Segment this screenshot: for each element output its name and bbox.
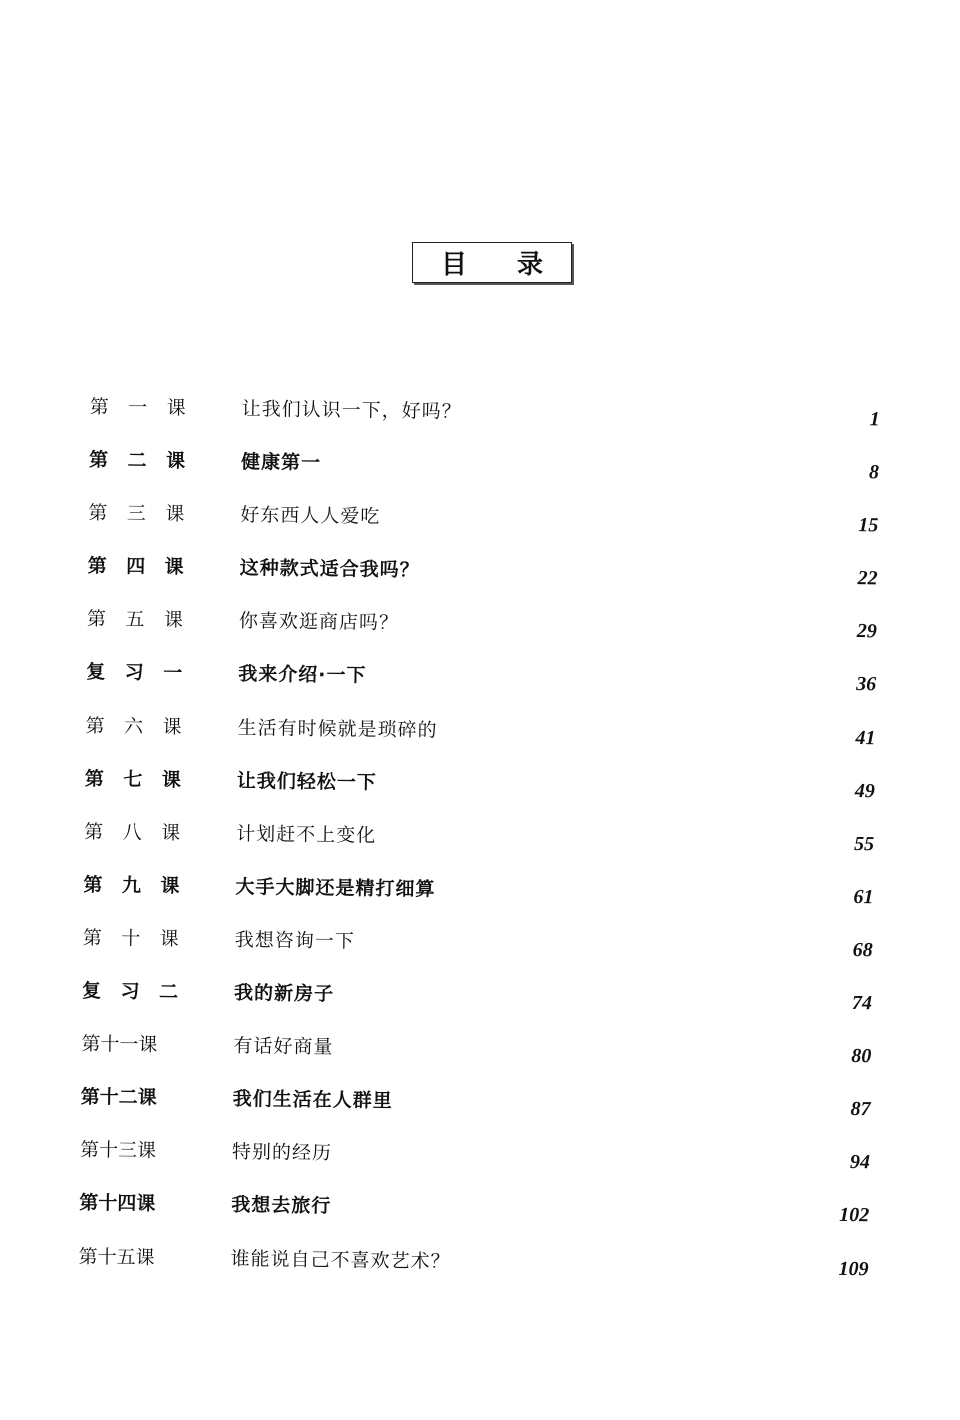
lesson-number-part: 第十三课 bbox=[79, 1139, 157, 1163]
lesson-number-part: 七 bbox=[123, 768, 143, 791]
page-number: 41 bbox=[855, 726, 876, 749]
lesson-number-part: 课 bbox=[161, 768, 182, 791]
lesson-number bbox=[88, 551, 184, 579]
page-number: 29 bbox=[856, 620, 878, 643]
lesson-number-part: 一 bbox=[163, 662, 183, 685]
lesson-number bbox=[81, 1082, 177, 1110]
lesson-number-part: 第 bbox=[87, 555, 107, 578]
lesson-title[interactable]: 大手大脚还是精打细算 bbox=[235, 875, 436, 901]
lesson-title[interactable]: 生活有时候就是琐碎的 bbox=[237, 716, 438, 742]
lesson-number-part: 课 bbox=[165, 503, 185, 526]
lesson-number-part: 课 bbox=[160, 874, 180, 898]
lesson-number-part: 第 bbox=[86, 608, 107, 631]
page-number: 80 bbox=[851, 1045, 872, 1068]
lesson-title[interactable]: 让我们轻松一下 bbox=[236, 769, 378, 794]
lesson-number-part: 课 bbox=[159, 927, 179, 951]
lesson-title[interactable]: 有话好商量 bbox=[233, 1035, 334, 1059]
lesson-number bbox=[82, 976, 178, 1004]
lesson-title[interactable]: 我们生活在人群里 bbox=[232, 1088, 393, 1113]
page-number: 94 bbox=[849, 1151, 871, 1174]
lesson-title[interactable]: 我想咨询一下 bbox=[234, 928, 355, 953]
lesson-title[interactable]: 我想去旅行 bbox=[231, 1194, 332, 1218]
lesson-number-part: 课 bbox=[163, 609, 184, 632]
lesson-number-part: 第十四课 bbox=[79, 1192, 156, 1216]
lesson-number bbox=[78, 1241, 174, 1269]
lesson-number-part: 课 bbox=[164, 556, 184, 579]
page-number: 15 bbox=[858, 514, 879, 537]
lesson-number bbox=[84, 817, 180, 845]
lesson-number-part: 第 bbox=[84, 767, 105, 790]
lesson-number-part: 第十一课 bbox=[81, 1033, 158, 1057]
lesson-number-part: 第 bbox=[88, 449, 109, 472]
lesson-number bbox=[89, 445, 185, 473]
lesson-number-part: 课 bbox=[162, 715, 182, 738]
lesson-number bbox=[83, 923, 179, 951]
lesson-number-part: 课 bbox=[161, 821, 181, 844]
toc-entry[interactable] bbox=[78, 1237, 869, 1300]
lesson-number bbox=[83, 870, 179, 898]
heading-char: 目 bbox=[441, 250, 468, 280]
page-number: 109 bbox=[838, 1257, 869, 1280]
lesson-number bbox=[87, 604, 183, 632]
lesson-title[interactable]: 谁能说自己不喜欢艺术？ bbox=[230, 1247, 451, 1273]
lesson-number-part: 课 bbox=[165, 450, 186, 473]
lesson-number-part: 习 bbox=[124, 661, 144, 685]
lesson-title[interactable]: 计划赶不上变化 bbox=[236, 822, 377, 847]
lesson-title[interactable]: 你喜欢逛商店吗？ bbox=[238, 610, 400, 635]
page-number: 55 bbox=[853, 832, 875, 856]
heading-char: 录 bbox=[516, 250, 543, 280]
page-number: 102 bbox=[839, 1204, 870, 1227]
lesson-number-part: 四 bbox=[126, 555, 146, 579]
lesson-number-part: 复 bbox=[86, 661, 106, 684]
lesson-title[interactable]: 我来介绍·一下 bbox=[238, 663, 367, 688]
lesson-number-part: 第 bbox=[88, 502, 108, 525]
lesson-number bbox=[85, 711, 181, 739]
lesson-title[interactable]: 健康第一 bbox=[240, 451, 322, 475]
lesson-number-part: 第 bbox=[84, 820, 104, 843]
page-number: 8 bbox=[868, 461, 880, 484]
page-number: 49 bbox=[854, 779, 875, 802]
lesson-number-part: 五 bbox=[125, 608, 145, 632]
lesson-number-part: 课 bbox=[166, 397, 186, 420]
lesson-number-part: 复 bbox=[81, 979, 102, 1003]
lesson-title[interactable]: 这种款式适合我吗？ bbox=[239, 557, 420, 582]
lesson-number-part: 第 bbox=[85, 714, 105, 737]
lesson-title[interactable]: 我的新房子 bbox=[233, 981, 335, 1006]
lesson-number-part: 三 bbox=[126, 502, 147, 525]
lesson-number-part: 第十五课 bbox=[78, 1245, 155, 1269]
page-number: 36 bbox=[856, 673, 877, 696]
lesson-number-part: 第 bbox=[82, 926, 102, 950]
page-number: 1 bbox=[869, 408, 880, 431]
lesson-number-part: 十 bbox=[121, 927, 141, 950]
table-of-contents bbox=[78, 388, 880, 1301]
lesson-number-part: 九 bbox=[121, 874, 142, 897]
lesson-number-part: 二 bbox=[127, 449, 147, 472]
lesson-number bbox=[86, 657, 182, 685]
lesson-number-part: 二 bbox=[158, 980, 179, 1004]
lesson-number bbox=[90, 392, 186, 420]
lesson-number-part: 六 bbox=[123, 715, 144, 738]
lesson-number bbox=[80, 1135, 176, 1163]
lesson-number bbox=[88, 498, 184, 526]
page-number: 68 bbox=[852, 938, 873, 962]
lesson-number-part: 第十二课 bbox=[80, 1086, 157, 1110]
lesson-number-part: 第 bbox=[83, 873, 103, 897]
page-number: 22 bbox=[857, 567, 878, 590]
lesson-number-part: 一 bbox=[128, 396, 148, 419]
lesson-number-part: 第 bbox=[89, 395, 109, 419]
lesson-title[interactable]: 特别的经历 bbox=[231, 1141, 333, 1165]
lesson-number-part: 习 bbox=[120, 980, 140, 1003]
page-number: 61 bbox=[853, 885, 874, 909]
lesson-number bbox=[81, 1029, 177, 1057]
page-number: 74 bbox=[851, 992, 873, 1015]
lesson-number-part: 八 bbox=[122, 821, 142, 844]
lesson-title[interactable]: 让我们认识一下，好吗？ bbox=[241, 397, 462, 423]
lesson-title[interactable]: 好东西人人爱吃 bbox=[240, 504, 381, 528]
page-number: 87 bbox=[850, 1098, 871, 1121]
lesson-number bbox=[85, 764, 181, 792]
lesson-number bbox=[79, 1188, 175, 1216]
contents-heading bbox=[412, 242, 572, 283]
